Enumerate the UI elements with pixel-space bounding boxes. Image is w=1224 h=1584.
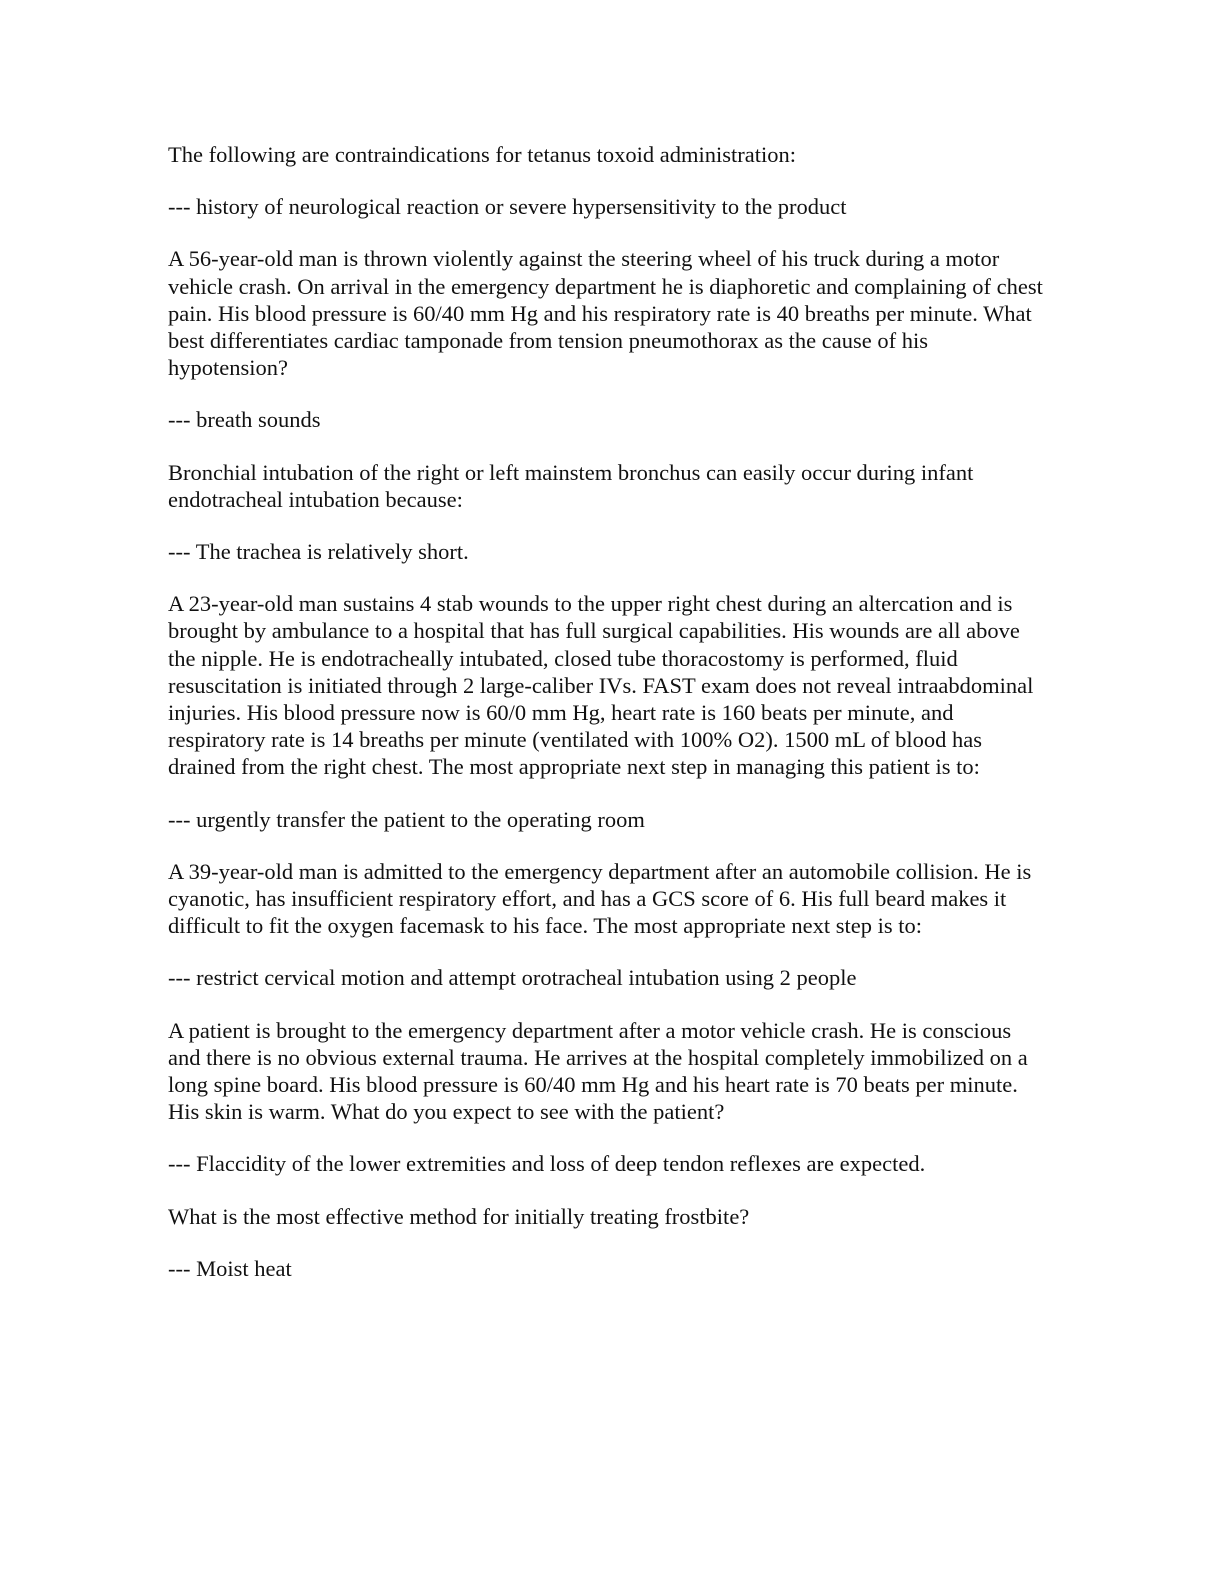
answer-text: --- history of neurological reaction or severe hypersensitivity to the product	[168, 194, 847, 220]
answer-text: --- restrict cervical motion and attempt orotracheal intubation using 2 people	[168, 965, 857, 991]
question-text: Bronchial intubation of the right or left mainstem bronchus can easily occur during infant endotracheal intubation because:	[168, 459, 974, 512]
question-text: What is the most effective method for initially treating frostbite?	[168, 1203, 750, 1229]
answer-text: --- breath sounds	[168, 407, 321, 433]
question-text: A 39-year-old man is admitted to the emergency department after an automobile collision. He is cyanotic, has insufficient respiratory effort, and has a GCS score of 6. His full beard makes it difficult to fit the oxygen facemask to his face. The most appropriate next step is to:	[168, 858, 1032, 939]
question-text: A 23-year-old man sustains 4 stab wounds to the upper right chest during an altercation and is brought by ambulance to a hospital that has full surgical capabilities. His wounds are all above the nipple. He is endotracheally intubated, closed tube thoracostomy is performed, fluid resuscitation is initiated through 2 large-caliber IVs. FAST exam does not reveal intraabdominal injuries. His blood pressure now is 60/0 mm Hg, heart rate is 160 beats per minute, and respiratory rate is 14 breaths per minute (ventilated with 100% O2). 1500 mL of blood has drained from the right chest. The most appropriate next step in managing this patient is to:	[168, 591, 1034, 780]
answer-text: --- The trachea is relatively short.	[168, 539, 469, 565]
document-body	[168, 141, 1048, 1307]
answer-text: --- Flaccidity of the lower extremities and loss of deep tendon reflexes are expected.	[168, 1151, 926, 1177]
question-text: A patient is brought to the emergency department after a motor vehicle crash. He is conscious and there is no obvious external trauma. He arrives at the hospital completely immobilized on a long spine board. His blood pressure is 60/40 mm Hg and his heart rate is 70 beats per minute. His skin is warm. What do you expect to see with the patient?	[168, 1017, 1028, 1125]
answer-text: --- urgently transfer the patient to the operating room	[168, 806, 645, 832]
answer-text: --- Moist heat	[168, 1255, 292, 1281]
question-text: The following are contraindications for tetanus toxoid administration:	[168, 142, 796, 167]
question-text: A 56-year-old man is thrown violently against the steering wheel of his truck during a motor vehicle crash. On arrival in the emergency department he is diaphoretic and complaining of chest pain. His blood pressure is 60/40 mm Hg and his respiratory rate is 40 breaths per minute. What best differentiates cardiac tamponade from tension pneumothorax as the cause of his hypotension?	[168, 246, 1043, 381]
